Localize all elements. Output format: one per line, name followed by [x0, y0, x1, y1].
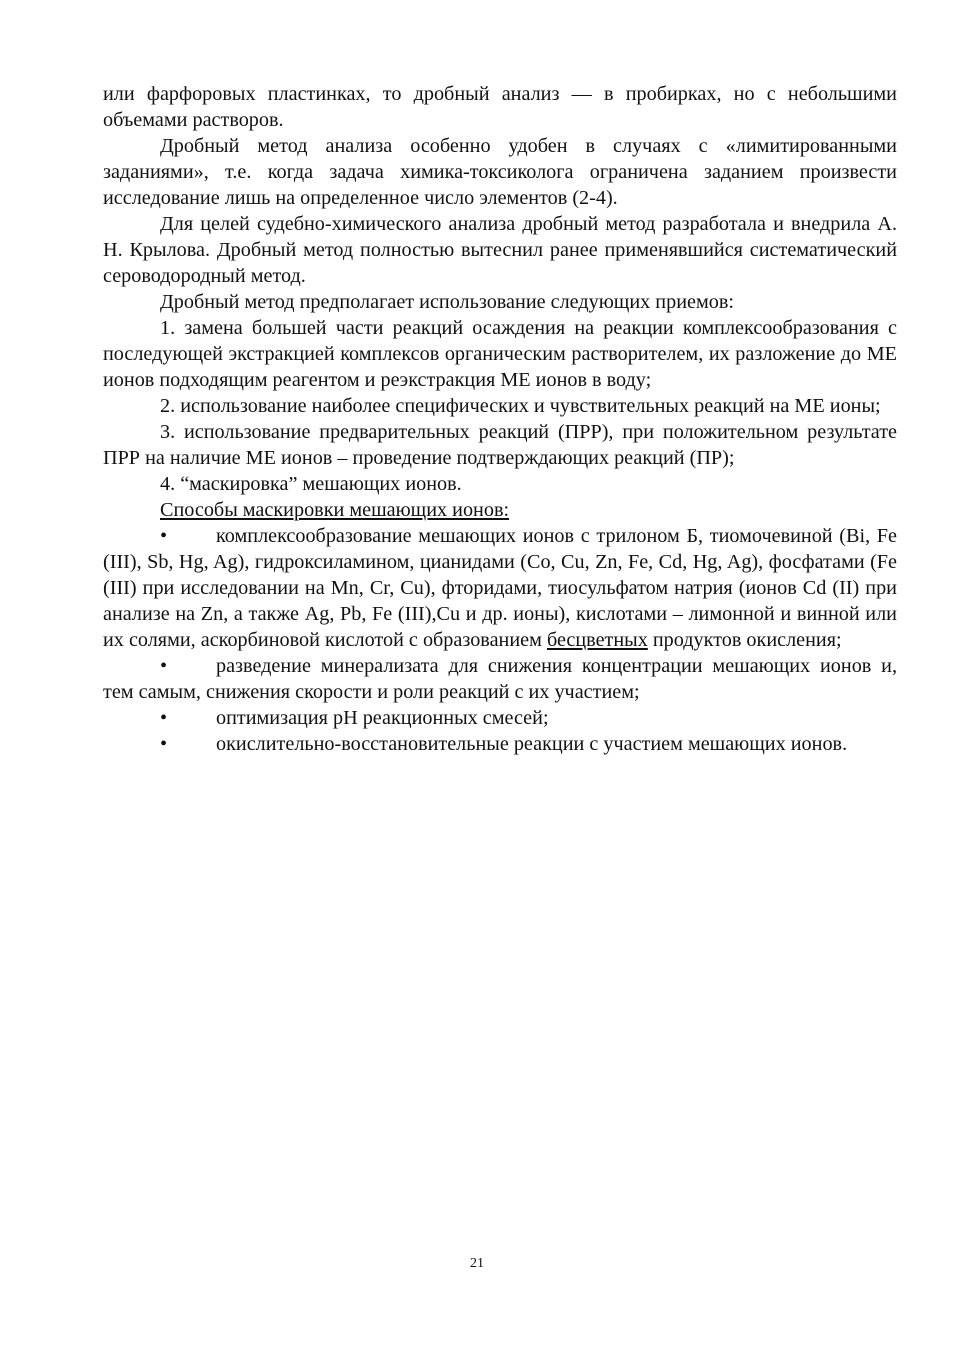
masking-bullet-4 [103, 731, 897, 757]
technique-item-4: 4. “маскировка” мешающих ионов. [160, 473, 462, 495]
masking-bullet-4-text: окислительно-восстановительные реакции с участием мешающих ионов. [216, 733, 848, 755]
masking-bullet-3-text: оптимизация pH реакционных смесей; [216, 707, 549, 729]
masking-bullet-1-end: продуктов окисления; [647, 629, 842, 651]
masking-bullet-1-text: комплексообразование мешающих ионов с трилоном Б, тиомочевиной (Bi, Fe (III), Sb, Hg, Ag), гидроксиламином, цианидами (Co, Cu, Zn, Fe, Cd, Hg, Ag), фосфатами (Fe (III) при исследовании на Mn, Cr, Cu), фторидами, тиосульфатом натрия (ионов Cd (II) при анализе на Zn, а также Ag, Pb, Fe (III),Cu и др. ионы), кислотами – лимонной и винной или их солями, аскорбиновой кислотой с образованием [103, 525, 897, 651]
bullet-icon: • [160, 733, 168, 755]
paragraph-limited-tasks: Дробный метод анализа особенно удобен в случаях с «лимитированными заданиями», т.е. когда задача химика-токсиколога ограничена заданием произвести исследование лишь на определенное число элементов (2-4). [103, 135, 897, 209]
document-body [103, 81, 897, 757]
masking-bullet-1-underlined: бесцветных [546, 629, 648, 651]
paragraph-krylova: Для целей судебно-химического анализа дробный метод разработала и внедрила А. Н. Крылова. Дробный метод полностью вытеснил ранее применявшийся систематический сероводородный метод. [103, 213, 897, 287]
technique-item-3: 3. использование предварительных реакций (ПРР), при положительном результате ПРР на наличие МЕ ионов – проведение подтверждающих реакций (ПР); [103, 421, 897, 469]
paragraph-techniques-intro: Дробный метод предполагает использование следующих приемов: [160, 291, 734, 313]
bullet-icon: • [160, 525, 168, 547]
technique-item-1: 1. замена большей части реакций осаждения на реакции комплексообразования с последующей экстракцией комплексов органическим растворителем, их разложение до МЕ ионов подходящим реагентом и реэкстракция МЕ ионов в воду; [103, 317, 897, 391]
bullet-icon: • [160, 655, 168, 677]
page-number: 21 [470, 1256, 484, 1271]
bullet-icon: • [160, 707, 168, 729]
masking-bullet-3 [103, 705, 897, 731]
technique-item-2: 2. использование наиболее специфических и чувствительных реакций на МЕ ионы; [160, 395, 881, 417]
masking-bullet-2 [103, 653, 897, 705]
masking-bullet-2-text: разведение минерализата для снижения концентрации мешающих ионов и, тем самым, снижения скорости и роли реакций с их участием; [103, 655, 897, 703]
masking-bullet-1 [103, 523, 897, 653]
masking-heading-paragraph [103, 497, 897, 523]
paragraph-continuation: или фарфоровых пластинках, то дробный анализ — в пробирках, но с небольшими объемами растворов. [103, 83, 897, 131]
masking-heading: Способы маскировки мешающих ионов: [160, 499, 510, 521]
